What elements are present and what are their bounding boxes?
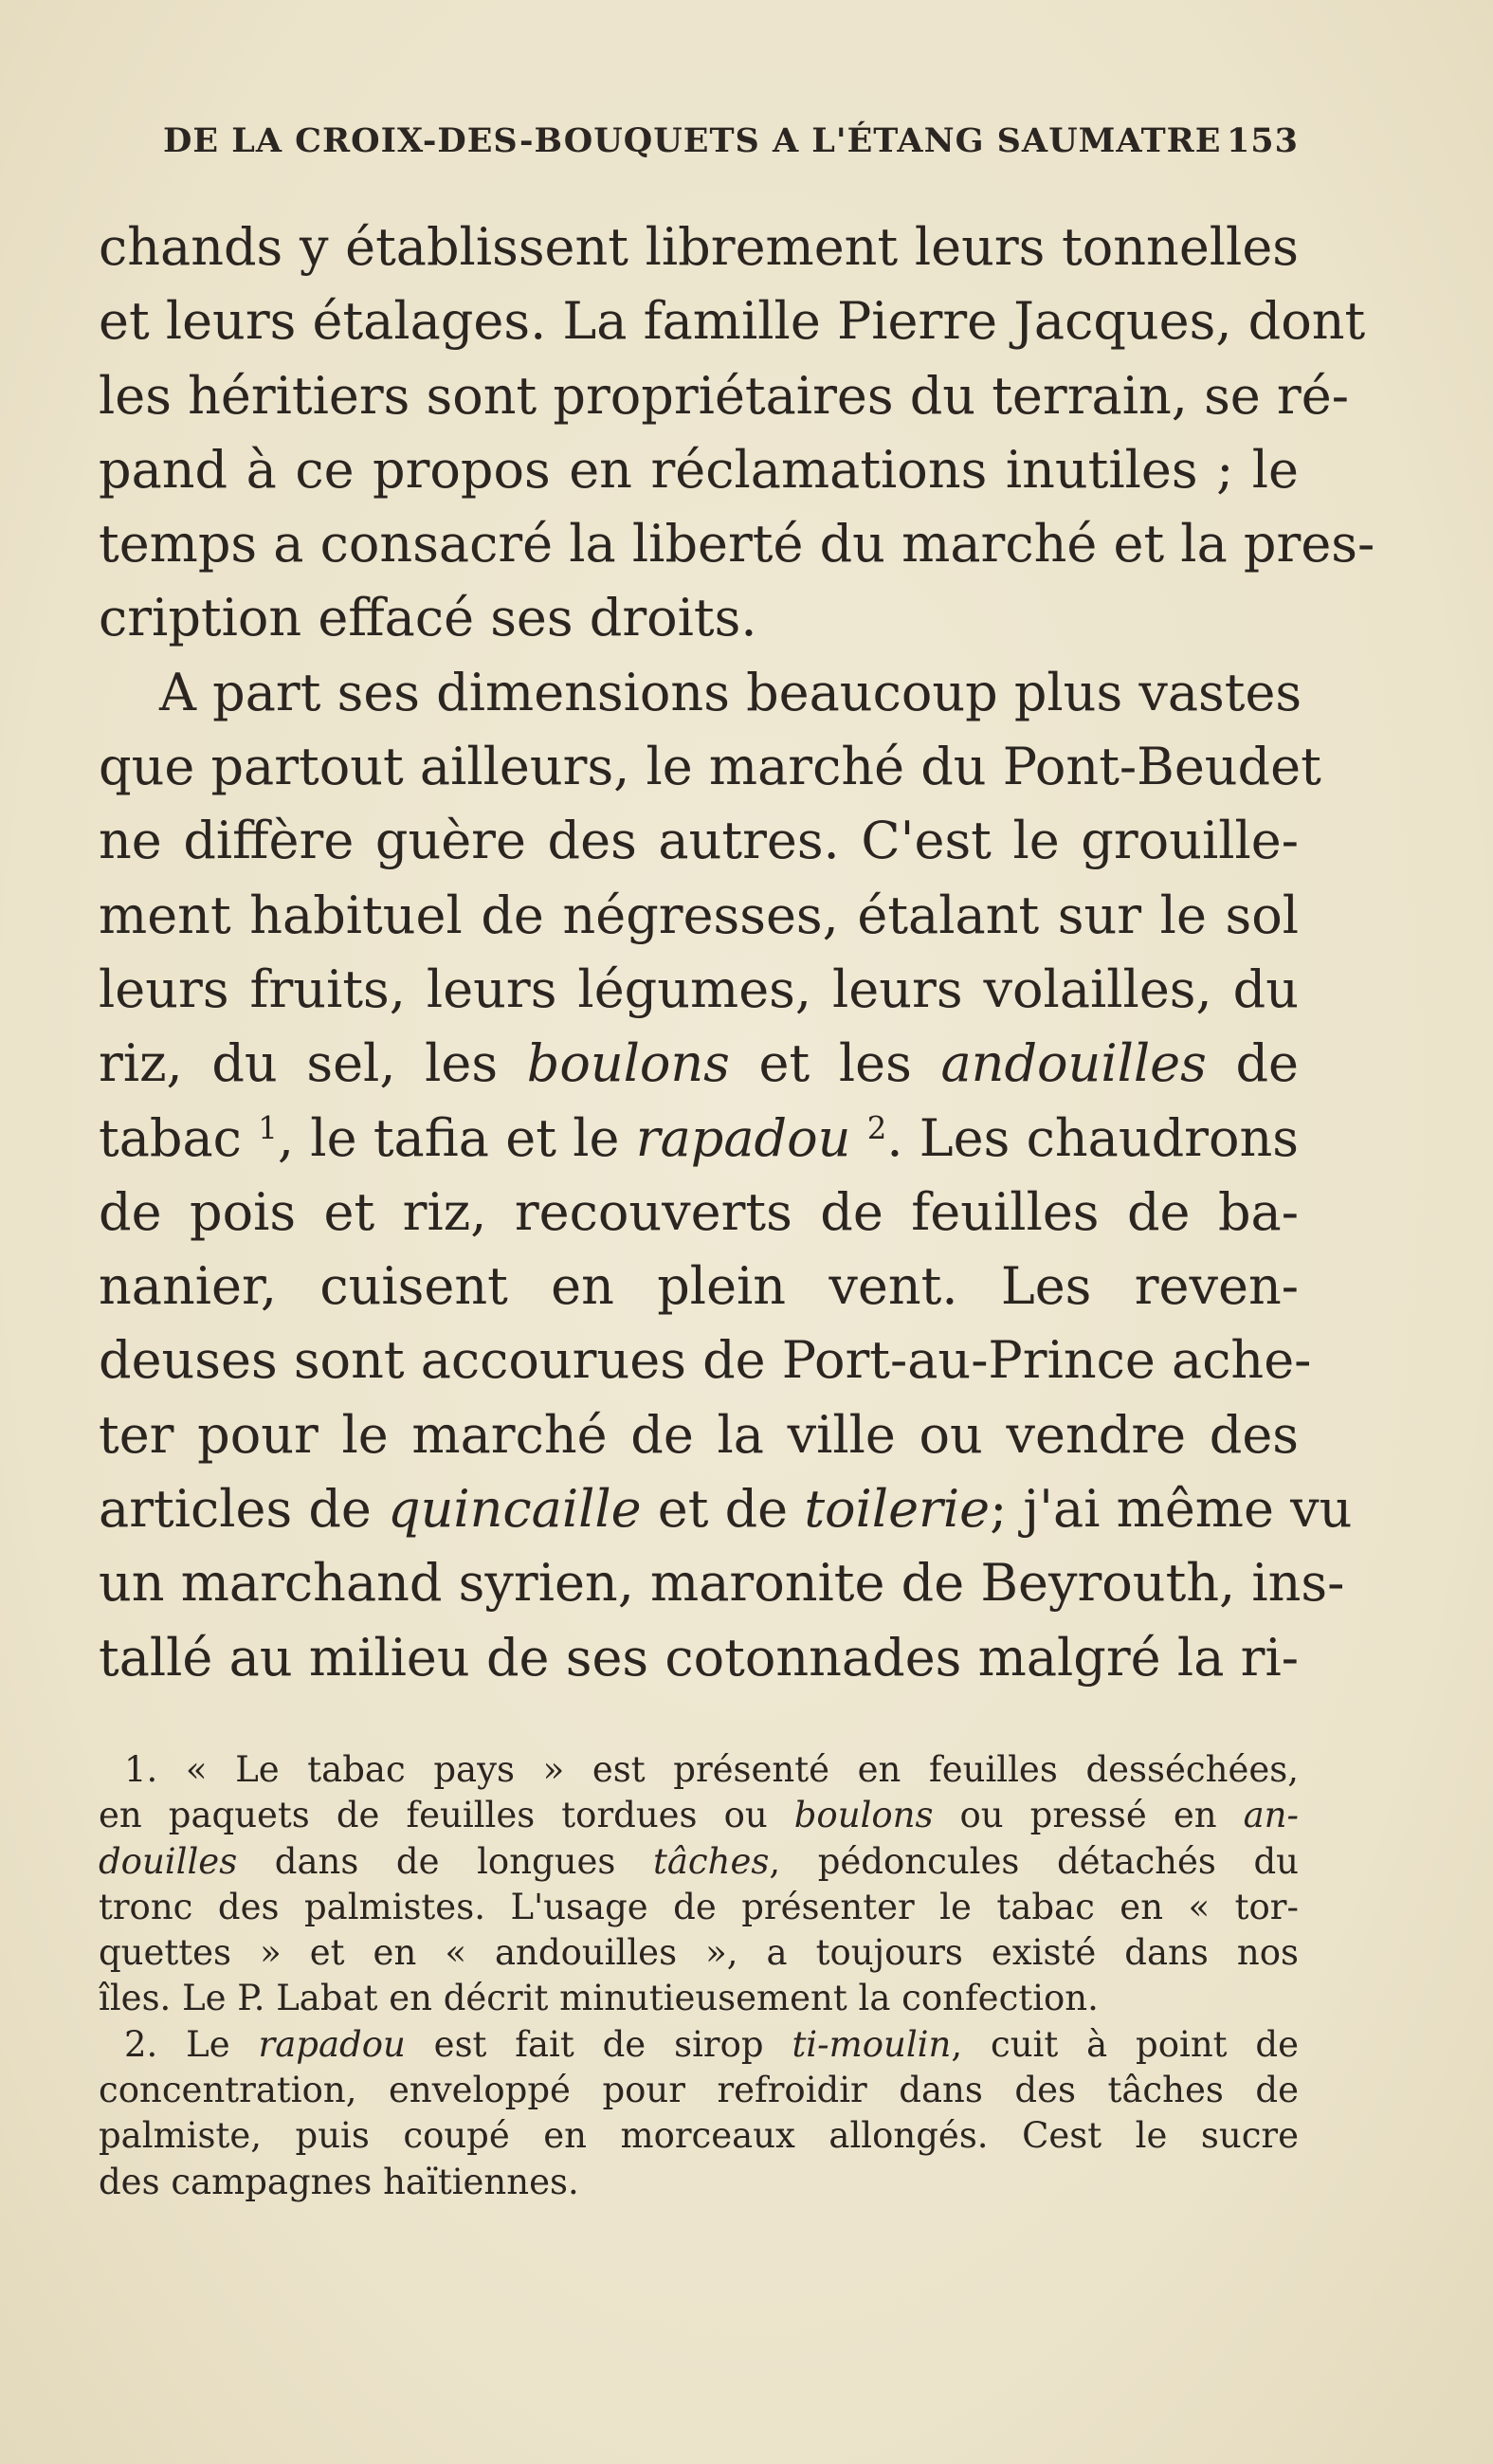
- text-line: un marchand syrien, maronite de Beyrouth, ins-: [99, 1553, 1345, 1614]
- text-line: nanier, cuisent en plein vent. Les reven-: [99, 1256, 1299, 1317]
- text-line: les héritiers sont propriétaires du terrain, se ré-: [99, 365, 1349, 426]
- text-line: ment habituel de négresses, étalant sur le sol: [99, 885, 1299, 945]
- page-number: 153: [1226, 121, 1299, 160]
- footnote-ref-1: 1: [258, 1109, 278, 1146]
- italic-term: toilerie: [804, 1479, 991, 1540]
- main-text: [99, 210, 1375, 1695]
- footnotes: [99, 1747, 1299, 2205]
- footnote-line: des campagnes haïtiennes.: [99, 2161, 579, 2202]
- running-title: DE LA CROIX-DES-BOUQUETS A L'ÉTANG SAUMATRE: [163, 121, 1222, 160]
- text-line: ter pour le marché de la ville ou vendre des: [99, 1404, 1299, 1465]
- footnote-line: concentration, enveloppé pour refroidir dans des tâches de: [99, 2070, 1299, 2111]
- text-line: tallé au milieu de ses cotonnades malgré la ri-: [99, 1627, 1299, 1688]
- text-line: A part ses dimensions beaucoup plus vastes: [159, 662, 1302, 722]
- footnote-line: quettes » et en « andouilles », a toujours existé dans nos: [99, 1932, 1299, 1974]
- italic-term: boulons: [526, 1033, 730, 1094]
- text-line: ne diffère guère des autres. C'est le grouille-: [99, 811, 1299, 871]
- text-line: temps a consacré la liberté du marché et la pres-: [99, 514, 1375, 575]
- footnote-line: îles. Le P. Labat en décrit minutieusement la confection.: [99, 1978, 1099, 2019]
- text-line: que partout ailleurs, le marché du Pont-Beudet: [99, 737, 1321, 797]
- text-line: de pois et riz, recouverts de feuilles de ba-: [99, 1181, 1299, 1242]
- footnote-line: palmiste, puis coupé en morceaux allongés. Cest le sucre: [99, 2115, 1299, 2157]
- text-line: cription effacé ses droits.: [99, 588, 757, 648]
- footnote-line: 2. Le rapadou est fait de sirop ti-moulin, cuit à point de: [124, 2023, 1299, 2065]
- italic-term: andouilles: [940, 1033, 1207, 1094]
- footnote-line: 1. « Le tabac pays » est présenté en feuilles desséchées,: [124, 1749, 1299, 1790]
- text-line: articles de quincaille et de toilerie; j'ai même vu: [99, 1479, 1353, 1540]
- text-line: pand à ce propos en réclamations inutiles ; le: [99, 439, 1299, 500]
- text-line: riz, du sel, les boulons et les andouilles de: [99, 1033, 1299, 1094]
- text-line: tabac $^1$, le tafia et le rapadou $^2$. Les chaudrons: [99, 1107, 1299, 1168]
- italic-term: rapadou: [635, 1107, 851, 1168]
- footnote-line: tronc des palmistes. L'usage de présenter le tabac en « tor-: [99, 1886, 1299, 1927]
- text-line: chands y établissent librement leurs tonnelles: [99, 217, 1299, 277]
- text-line: et leurs étalages. La famille Pierre Jacques, dont: [99, 291, 1366, 352]
- text-line: leurs fruits, leurs légumes, leurs volailles, du: [99, 958, 1299, 1019]
- footnote-line: en paquets de feuilles tordues ou boulons ou pressé en an-: [99, 1795, 1299, 1836]
- text-line: deuses sont accourues de Port-au-Prince ache-: [99, 1330, 1312, 1391]
- italic-term: quincaille: [388, 1479, 642, 1540]
- footnote-line: douilles dans de longues tâches, pédoncules détachés du: [99, 1840, 1299, 1882]
- running-header: [163, 121, 1299, 169]
- footnote-ref-2: 2: [866, 1109, 887, 1146]
